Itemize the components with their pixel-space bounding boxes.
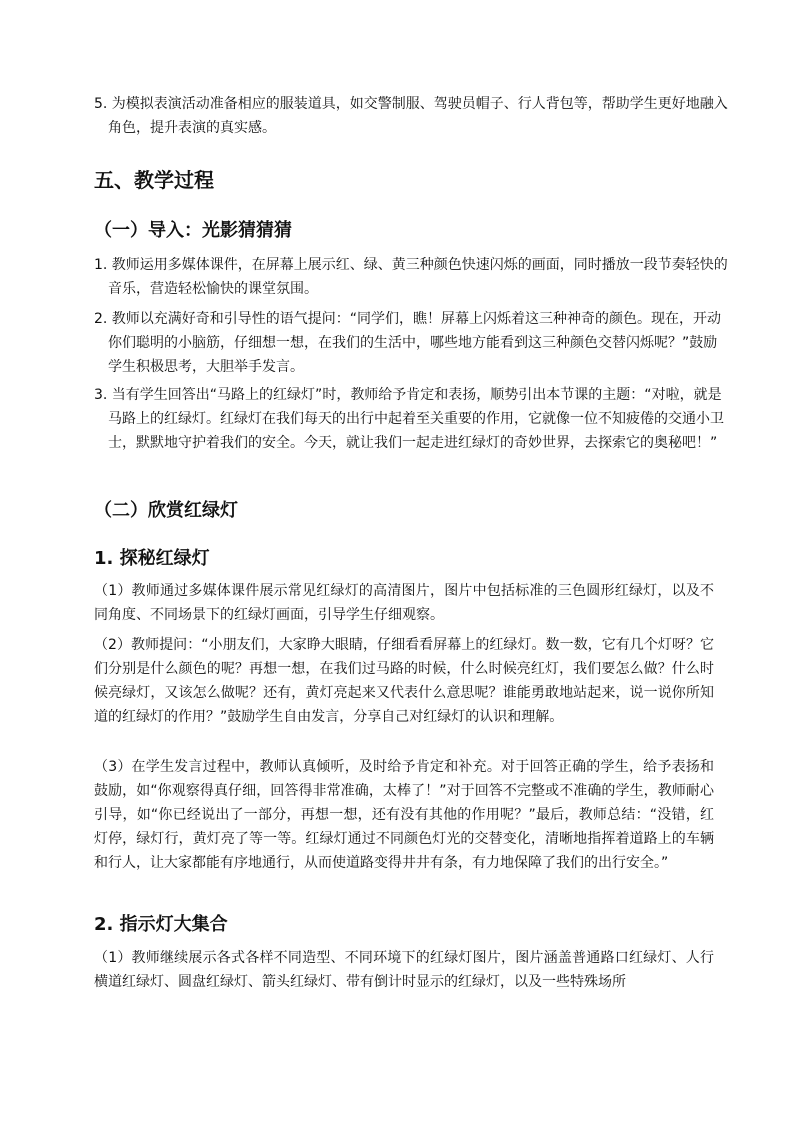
section-title: 五、教学过程 bbox=[94, 168, 214, 192]
sub2-para-1: （1）教师继续展示各式各样不同造型、不同环境下的红绿灯图片，图片涵盖普通路口红绿灯、人行横道红绿灯、圆盘红绿灯、箭头红绿灯、带有倒计时显示的红绿灯，以及一些特殊场所 bbox=[94, 950, 714, 990]
part2-title: （二）欣赏红绿灯 bbox=[94, 500, 238, 521]
sub2-title: 2. 指示灯大集合 bbox=[94, 914, 228, 935]
sub1-para-3: （3）在学生发言过程中，教师认真倾听，及时给予肯定和补充。对于回答正确的学生，给予表扬和鼓励，如“你观察得真仔细，回答得非常准确，太棒了！”对于回答不完整或不准确的学生，教师耐心引导，如“你已经说出了一部分，再想一想，还有没有其他的作用呢？”最后，教师总结：“没错，红灯停，绿灯行，黄灯亮了等一等。红绿灯通过不同颜色灯光的交替变化，清晰地指挥着道路上的车辆和行人，让大家都能有序地通行，从而使道路变得井井有条，有力地保障了我们的出行安全。” bbox=[94, 759, 714, 871]
part1-item-1: 1. 教师运用多媒体课件，在屏幕上展示红、绿、黄三种颜色快速闪烁的画面，同时播放一段节奏轻快的音乐，营造轻松愉快的课堂氛围。 bbox=[94, 257, 728, 297]
sub1-para-1: （1）教师通过多媒体课件展示常见红绿灯的高清图片，图片中包括标准的三色圆形红绿灯，以及不同角度、不同场景下的红绿灯画面，引导学生仔细观察。 bbox=[94, 583, 714, 623]
part1-item-2: 2. 教师以充满好奇和引导性的语气提问：“同学们，瞧！屏幕上闪烁着这三种神奇的颜色。现在，开动你们聪明的小脑筋，仔细想一想，在我们的生活中，哪些地方能看到这三种颜色交替闪烁呢？”鼓励学生积极思考，大胆举手发言。 bbox=[94, 311, 722, 375]
sub1-para-2: （2）教师提问：“小朋友们，大家睁大眼睛，仔细看看屏幕上的红绿灯。数一数，它有几个灯呀？它们分别是什么颜色的呢？再想一想，在我们过马路的时候，什么时候亮红灯，我们要怎么做？什么时候亮绿灯，又该怎么做呢？还有，黄灯亮起来又代表什么意思呢？谁能勇敢地站起来，说一说你所知道的红绿灯的作用？”鼓励学生自由发言，分享自己对红绿灯的认识和理解。 bbox=[94, 637, 714, 725]
list-item-5: 5. 为模拟表演活动准备相应的服装道具，如交警制服、驾驶员帽子、行人背包等，帮助学生更好地融入角色，提升表演的真实感。 bbox=[94, 96, 728, 136]
sub1-title: 1. 探秘红绿灯 bbox=[94, 548, 210, 569]
part1-title: （一）导入：光影猜猜猜 bbox=[94, 220, 292, 241]
part1-item-3: 3. 当有学生回答出“马路上的红绿灯”时，教师给予肯定和表扬，顺势引出本节课的主题：“对啦，就是马路上的红绿灯。红绿灯在我们每天的出行中起着至关重要的作用，它就像一位不知疲倦的交通小卫士，默默地守护着我们的安全。今天，就让我们一起走进红绿灯的奇妙世界，去探索它的奥秘吧！” bbox=[94, 387, 724, 451]
